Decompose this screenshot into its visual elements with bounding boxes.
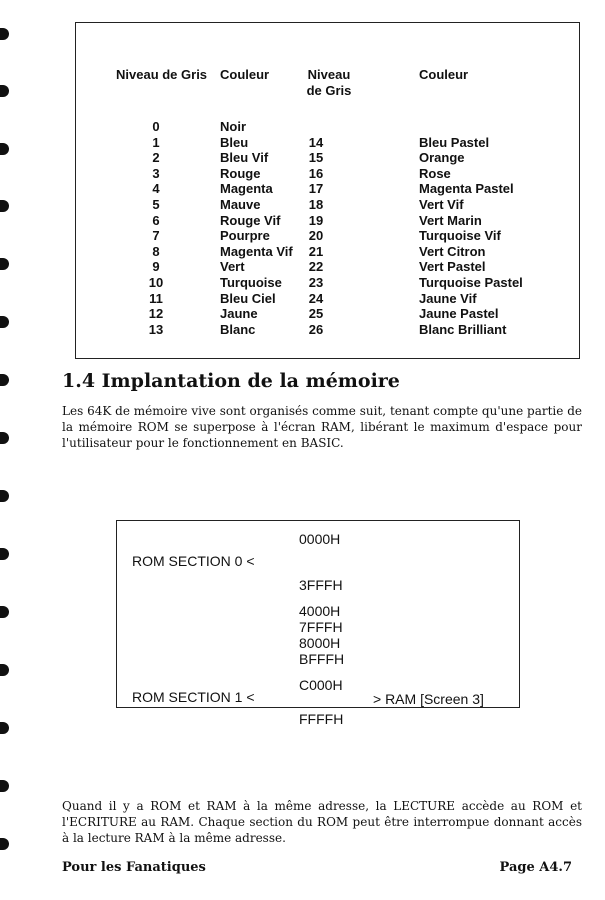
ram-label: > RAM [Screen 3]	[373, 691, 484, 707]
table-cell: Magenta Vif	[220, 243, 293, 259]
table-cell: 5	[152, 196, 160, 212]
table-cell: 21	[308, 243, 324, 259]
table-cell: Rose	[419, 165, 451, 181]
table-cell: Bleu Ciel	[220, 290, 276, 306]
table-cell: 11	[149, 290, 163, 306]
table-cell: Bleu Vif	[220, 150, 269, 166]
table-cell: 18	[308, 196, 324, 212]
left-level-column	[141, 119, 171, 337]
address-label: 0000H	[299, 531, 341, 547]
header-gray-level-2: Niveau de Gris	[306, 67, 352, 98]
table-cell: 13	[148, 321, 164, 337]
table-cell: 26	[308, 321, 324, 337]
table-cell: 12	[148, 306, 164, 322]
rom-section-0-label: ROM SECTION 0 <	[132, 553, 255, 569]
section-title: 1.4 Implantation de la mémoire	[62, 370, 400, 392]
table-cell: 6	[152, 212, 160, 228]
table-cell: 7	[152, 228, 160, 244]
table-cell: 22	[308, 259, 324, 275]
left-color-column	[220, 119, 293, 337]
table-cell: 17	[308, 181, 324, 197]
table-cell: 9	[152, 259, 160, 275]
table-cell: Rouge Vif	[220, 212, 281, 228]
table-cell: 23	[308, 274, 324, 290]
table-cell: Vert Pastel	[419, 259, 486, 275]
page-number: Page A4.7	[499, 860, 572, 875]
table-cell: Vert Vif	[419, 196, 464, 212]
binding-holes	[0, 0, 14, 900]
table-cell: Bleu Pastel	[419, 134, 490, 150]
header-gray-level-1: Niveau de Gris	[116, 67, 208, 82]
rom-section-1-label: ROM SECTION 1 <	[132, 689, 255, 705]
color-table	[75, 22, 580, 359]
address-label: C000H	[299, 677, 343, 693]
footer-left: Pour les Fanatiques	[62, 860, 206, 875]
table-cell: Blanc	[220, 321, 256, 337]
table-cell: 8	[152, 243, 160, 259]
table-cell: Rouge	[220, 165, 261, 181]
table-cell: 10	[148, 274, 164, 290]
address-label: 8000H	[299, 635, 341, 651]
table-cell: Orange	[419, 150, 465, 166]
address-label: 4000H	[299, 603, 341, 619]
table-cell: 25	[308, 306, 324, 322]
address-label: 7FFFH	[299, 619, 343, 635]
table-cell: Magenta	[220, 181, 273, 197]
table-cell: Turquoise	[220, 274, 282, 290]
intro-paragraph: Les 64K de mémoire vive sont organisés comme suit, tenant compte qu'une partie de la mémoire ROM se superpose à l'écran RAM, libérant le maximum d'espace pour l'utilisateur pour le fonctionnement en BASIC.	[62, 404, 582, 450]
table-cell: 15	[308, 150, 324, 166]
table-cell: Bleu	[220, 134, 249, 150]
table-cell: Vert Citron	[419, 243, 486, 259]
table-cell: 1	[152, 134, 160, 150]
table-cell: Vert	[220, 259, 245, 275]
table-cell: 24	[308, 290, 324, 306]
table-cell: Jaune Vif	[419, 290, 477, 306]
table-cell: Blanc Brilliant	[419, 321, 507, 337]
header-color-1: Couleur	[220, 67, 270, 82]
table-cell: Noir	[220, 119, 246, 134]
table-cell: 16	[308, 165, 324, 181]
outro-paragraph: Quand il y a ROM et RAM à la même adresse, la LECTURE accède au ROM et l'ECRITURE au RAM. Chaque section du ROM peut être interrompue donnant accès à la lecture RAM à la même adresse.	[62, 799, 582, 845]
right-level-column	[296, 135, 336, 338]
memory-map	[116, 520, 520, 727]
table-cell: Mauve	[220, 196, 261, 212]
table-cell: Magenta Pastel	[419, 181, 514, 197]
table-cell: 0	[152, 119, 160, 134]
address-label: BFFFH	[299, 651, 345, 667]
address-label: FFFFH	[299, 711, 344, 727]
header-color-2: Couleur	[419, 67, 469, 82]
table-cell: 4	[152, 181, 160, 197]
table-cell: 2	[152, 150, 160, 166]
right-color-column	[419, 135, 523, 338]
table-cell: Turquoise Vif	[419, 228, 501, 244]
table-cell: Jaune Pastel	[419, 306, 499, 322]
table-cell: Pourpre	[220, 228, 270, 244]
table-cell: Jaune	[220, 306, 258, 322]
table-cell: Turquoise Pastel	[419, 274, 523, 290]
table-cell: 3	[152, 165, 160, 181]
table-cell: 19	[308, 212, 324, 228]
address-label: 3FFFH	[299, 577, 343, 593]
table-cell: 14	[308, 134, 324, 150]
table-cell: Vert Marin	[419, 212, 482, 228]
table-cell: 20	[308, 228, 324, 244]
